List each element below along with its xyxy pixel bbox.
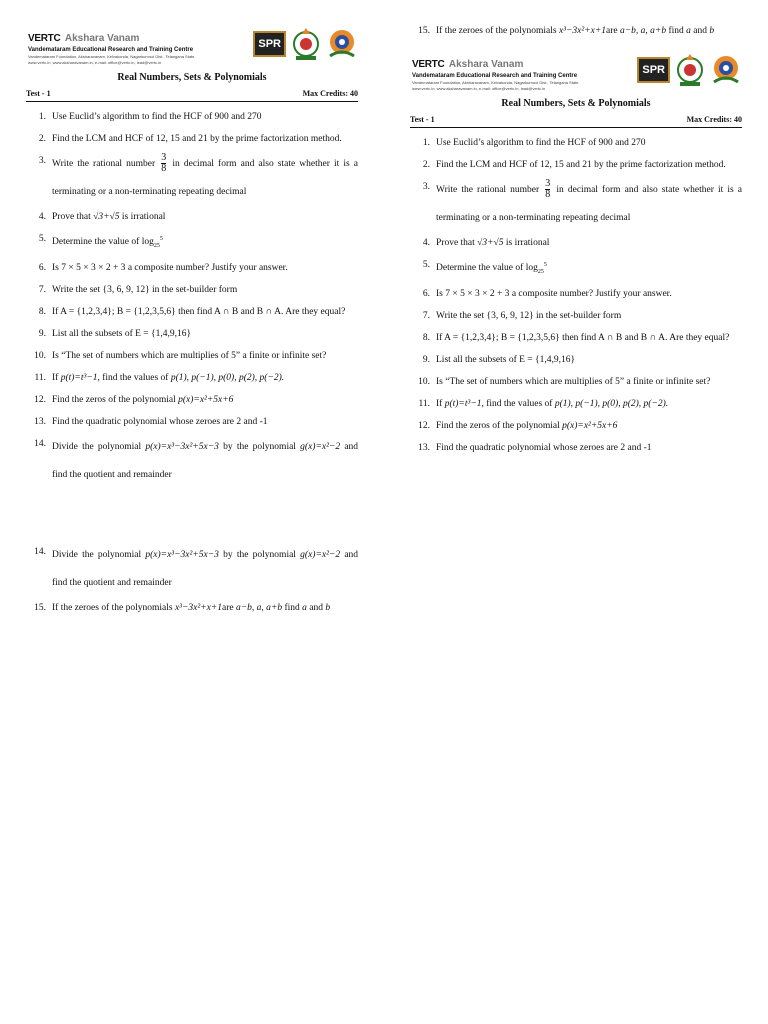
spr-logo: SPR bbox=[253, 31, 286, 57]
question-12: 12. Find the zeros of the polynomial p(x)=x²+5x+6 bbox=[418, 421, 618, 432]
question-5: 5. Determine the value of $\log_{25}^5$ bbox=[38, 234, 163, 250]
question-15: 15. If the zeroes of the polynomials x³−3x²+x+1are a−b, a, a+b find a and b bbox=[34, 603, 331, 614]
brand-short: VERTC bbox=[28, 33, 61, 44]
credits-label: Max Credits: 40 bbox=[302, 89, 358, 98]
question-4: 4. Prove that √3+√5 is irrational bbox=[38, 212, 166, 222]
lotus-emblem-icon bbox=[326, 26, 358, 62]
sheet-header-2 bbox=[410, 50, 742, 94]
green-emblem-icon bbox=[674, 52, 706, 88]
brand-address: Vandemataram Foundation, Aksharavanam, Kelvakonda, Nagarkurnool Dist., Telangana State. bbox=[28, 54, 196, 59]
question-3: 3. Write the rational number $\frac{3}{8}$ in decimal form and also state whether it is a terminating or a non-terminating repeating decimal bbox=[38, 152, 359, 197]
question-11: 11. If p(t)=t³−1, find the values of p(1), p(−1), p(0), p(2), p(−2). bbox=[34, 373, 285, 384]
question-4: 4. Prove that √3+√5 is irrational bbox=[422, 238, 550, 248]
brand-block bbox=[28, 28, 196, 66]
question-8: 8. If A = {1,2,3,4}; B = {1,2,3,5,6} then find A ∩ B and B ∩ A. Are they equal? bbox=[422, 333, 730, 344]
right-column bbox=[410, 20, 742, 459]
lotus-emblem-icon bbox=[710, 52, 742, 88]
spr-logo: SPR bbox=[637, 57, 670, 83]
question-1: 1. Use Euclid’s algorithm to find the HCF of 900 and 270 bbox=[38, 112, 262, 122]
question-5: 5. Determine the value of $\log_{25}^5$ bbox=[422, 260, 547, 276]
green-emblem-icon bbox=[290, 26, 322, 62]
question-13: 13. Find the quadratic polynomial whose zeroes are 2 and -1 bbox=[418, 443, 652, 454]
question-1: 1. Use Euclid’s algorithm to find the HCF of 900 and 270 bbox=[422, 138, 646, 148]
question-2: 2. Find the LCM and HCF of 12, 15 and 21 by the prime factorization method. bbox=[422, 160, 726, 170]
question-11: 11. If p(t)=t³−1, find the values of p(1), p(−1), p(0), p(2), p(−2). bbox=[418, 399, 669, 410]
sheet-meta bbox=[26, 83, 358, 102]
sheet-header bbox=[26, 24, 358, 68]
brand-name: Akshara Vanam bbox=[64, 33, 140, 44]
question-8: 8. If A = {1,2,3,4}; B = {1,2,3,5,6} then find A ∩ B and B ∩ A. Are they equal? bbox=[38, 307, 346, 318]
logo-group bbox=[253, 26, 358, 62]
question-2: 2. Find the LCM and HCF of 12, 15 and 21 by the prime factorization method. bbox=[38, 134, 342, 144]
question-14-repeat: 14. Divide the polynomial p(x)=x³−3x²+5x−3 by the polynomial g(x)=x²−2 and find the quotient and remainder bbox=[34, 547, 359, 589]
sheet-title-2: Real Numbers, Sets & Polynomials bbox=[501, 98, 651, 109]
sheet-meta-2: Test - 1 Max Credits: 40 bbox=[410, 109, 742, 128]
question-14: 14. Divide the polynomial p(x)=x³−3x²+5x−3 by the polynomial g(x)=x²−2 and find the quotient and remainder bbox=[34, 439, 359, 481]
sheet-title: Real Numbers, Sets & Polynomials bbox=[117, 72, 267, 83]
question-3: 3. Write the rational number $\frac{3}{8}$ in decimal form and also state whether it is a terminating or a non-terminating repeating decimal bbox=[422, 178, 743, 223]
test-label: Test - 1 bbox=[26, 89, 51, 98]
brand-org: Vandemataram Educational Research and Training Centre bbox=[28, 47, 194, 53]
question-10: 10. Is “The set of numbers which are multiplies of 5” a finite or infinite set? bbox=[34, 351, 327, 362]
question-6: 6. Is 7 × 5 × 3 × 2 + 3 a composite number? Justify your answer. bbox=[422, 289, 672, 300]
question-7: 7. Write the set {3, 6, 9, 12} in the set-builder form bbox=[38, 285, 238, 296]
question-7: 7. Write the set {3, 6, 9, 12} in the set-builder form bbox=[422, 311, 622, 322]
question-15-top: 15. If the zeroes of the polynomials x³−3x²+x+1are a−b, a, a+b find a and b bbox=[418, 26, 715, 36]
question-6: 6. Is 7 × 5 × 3 × 2 + 3 a composite number? Justify your answer. bbox=[38, 263, 288, 274]
left-column bbox=[26, 24, 358, 619]
brand-web: www.vertc.in, www.aksharavanam.in, e-mail: office@vertc.in, lead@vertc.in bbox=[28, 60, 162, 65]
fraction: $\frac{3}{8}$ bbox=[545, 178, 551, 201]
question-10: 10. Is “The set of numbers which are multiplies of 5” a finite or infinite set? bbox=[418, 377, 711, 388]
question-12: 12. Find the zeros of the polynomial p(x)=x²+5x+6 bbox=[34, 395, 234, 406]
fraction: $\frac{3}{8}$ bbox=[161, 152, 167, 175]
question-9: 9. List all the subsets of E = {1,4,9,16} bbox=[422, 355, 576, 366]
question-13: 13. Find the quadratic polynomial whose zeroes are 2 and -1 bbox=[34, 417, 268, 428]
brand-block-2: VERTC Akshara Vanam Vandemataram Educational Research and Training Centre Vandemataram Foundation, Aksharavanam, Kelvakonda, Nagarkurnool Dist., Telangana State. www.vertc.in, www.aksharavanam.in, e-mail: office@vertc.in, lead@vertc.in bbox=[412, 59, 580, 91]
question-9: 9. List all the subsets of E = {1,4,9,16} bbox=[38, 329, 192, 340]
logo-group-2 bbox=[637, 52, 742, 88]
